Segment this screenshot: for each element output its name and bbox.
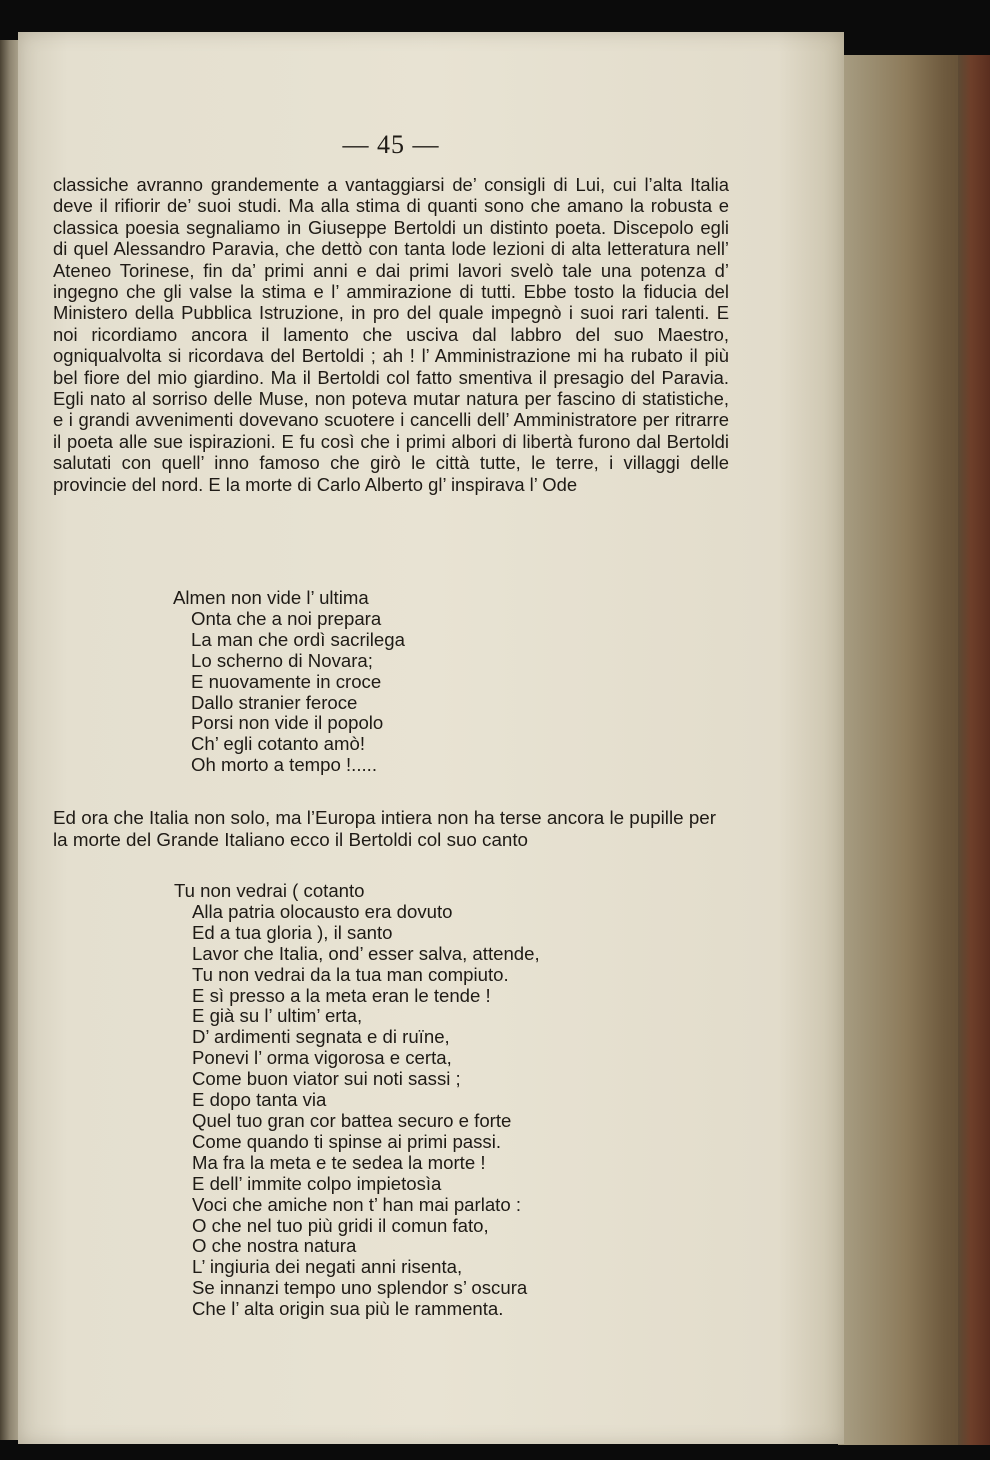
verse-line: Lavor che Italia, ond’ esser salva, attende, bbox=[192, 942, 540, 964]
verse-line: Oh morto a tempo !..... bbox=[191, 754, 378, 776]
verse-line: Come buon viator sui noti sassi ; bbox=[192, 1068, 461, 1090]
verse-line: Quel tuo gran cor battea securo e forte bbox=[192, 1109, 512, 1131]
transition-paragraph: Ed ora che Italia non solo, ma l’Europa intiera non ha terse ancora le pupille per la morte del Grande Italiano ecco il Bertoldi col suo canto bbox=[53, 807, 716, 850]
verse-line: Alla patria olocausto era dovuto bbox=[192, 900, 453, 922]
verse-line: E dopo tanta via bbox=[192, 1089, 327, 1111]
verse-line: Come quando ti spinse ai primi passi. bbox=[192, 1130, 502, 1152]
verse-line: E nuovamente in croce bbox=[191, 670, 382, 692]
verse-line: Lo scherno di Novara; bbox=[191, 649, 373, 671]
verse-line: La man che ordì sacrilega bbox=[191, 628, 405, 650]
verse-line: Tu non vedrai ( cotanto bbox=[174, 880, 365, 901]
page-number: — 45 — bbox=[342, 130, 440, 159]
verse-line: Ch’ egli cotanto amò! bbox=[191, 733, 365, 755]
verse-line: Ma fra la meta e te sedea la morte ! bbox=[192, 1151, 486, 1173]
verse-line: Tu non vedrai da la tua man compiuto. bbox=[192, 963, 509, 985]
verse-line: Ed a tua gloria ), il santo bbox=[192, 921, 393, 943]
verse-line: Ponevi l’ orma vigorosa e certa, bbox=[192, 1047, 452, 1069]
verse-line: E già su l’ ultim’ erta, bbox=[192, 1005, 363, 1027]
verse-line: L’ ingiuria dei negati anni risenta, bbox=[192, 1256, 463, 1278]
verse-line: Almen non vide l’ ultima bbox=[173, 587, 369, 608]
verse-line: Porsi non vide il popolo bbox=[191, 712, 384, 734]
verse-line: Dallo stranier feroce bbox=[191, 691, 358, 713]
verse-line: Che l’ alta origin sua più le rammenta. bbox=[192, 1298, 504, 1320]
verse-line: E dell’ immite colpo impietosìa bbox=[192, 1172, 442, 1194]
verse-line: Voci che amiche non t’ han mai parlato : bbox=[192, 1193, 522, 1215]
canto-verse-block bbox=[174, 881, 540, 1320]
verse-line: Se innanzi tempo uno splendor s’ oscura bbox=[192, 1277, 528, 1299]
ode-verse-block bbox=[173, 588, 405, 776]
verse-line: O che nostra natura bbox=[192, 1235, 357, 1257]
verse-line: E sì presso a la meta eran le tende ! bbox=[192, 984, 491, 1006]
verse-line: O che nel tuo più gridi il comun fato, bbox=[192, 1214, 489, 1236]
opening-paragraph: classiche avranno grandemente a vantaggiarsi de’ consigli di Lui, cui l’alta Italia deve il rifiorir de’ suoi studi. Ma alla stima di quanti sono che amano la robusta e classica poesia segnaliamo in Giuseppe Bertoldi un distinto poeta. Discepolo egli di quel Alessandro Paravia, che dettò con tanta lode lezioni di alta letteratura nell’ Ateneo Torinese, fin da’ primi anni e dai primi lavori svelò tale una potenza d’ ingegno che gli valse la stima e l’ ammirazione di tutti. Ebbe tosto la fiducia del Ministero della Pubblica Istruzione, in pro del quale impegnò i suoi rari talenti. E noi ricordiamo ancora il lamento che usciva dal labbro del suo Maestro, ogniqualvolta si ricordava del Bertoldi ; ah ! l’ Amministrazione mi ha rubato il più bel fiore del mio giardino. Ma il Bertoldi col fatto smentiva il presagio del Paravia. Egli nato al sorriso delle Muse, non poteva mutar natura per fascino di statistiche, e i grandi avvenimenti dovevano scuotere i cancelli dell’ Amministratore per ritrarre il poeta alle sue ispirazioni. E fu così che i primi albori di libertà furono dal Bertoldi salutati con quell’ inno famoso che girò le città tutte, le terre, i villaggi delle provincie del nord. E la morte di Carlo Alberto gl’ inspirava l’ Ode bbox=[53, 174, 729, 495]
book-page bbox=[18, 32, 844, 1444]
verse-line: D’ ardimenti segnata e di ruïne, bbox=[192, 1026, 450, 1048]
opening-paragraph-block bbox=[53, 174, 729, 495]
book-page-stack-edge bbox=[838, 55, 990, 1445]
verse-line: Onta che a noi prepara bbox=[191, 607, 382, 629]
